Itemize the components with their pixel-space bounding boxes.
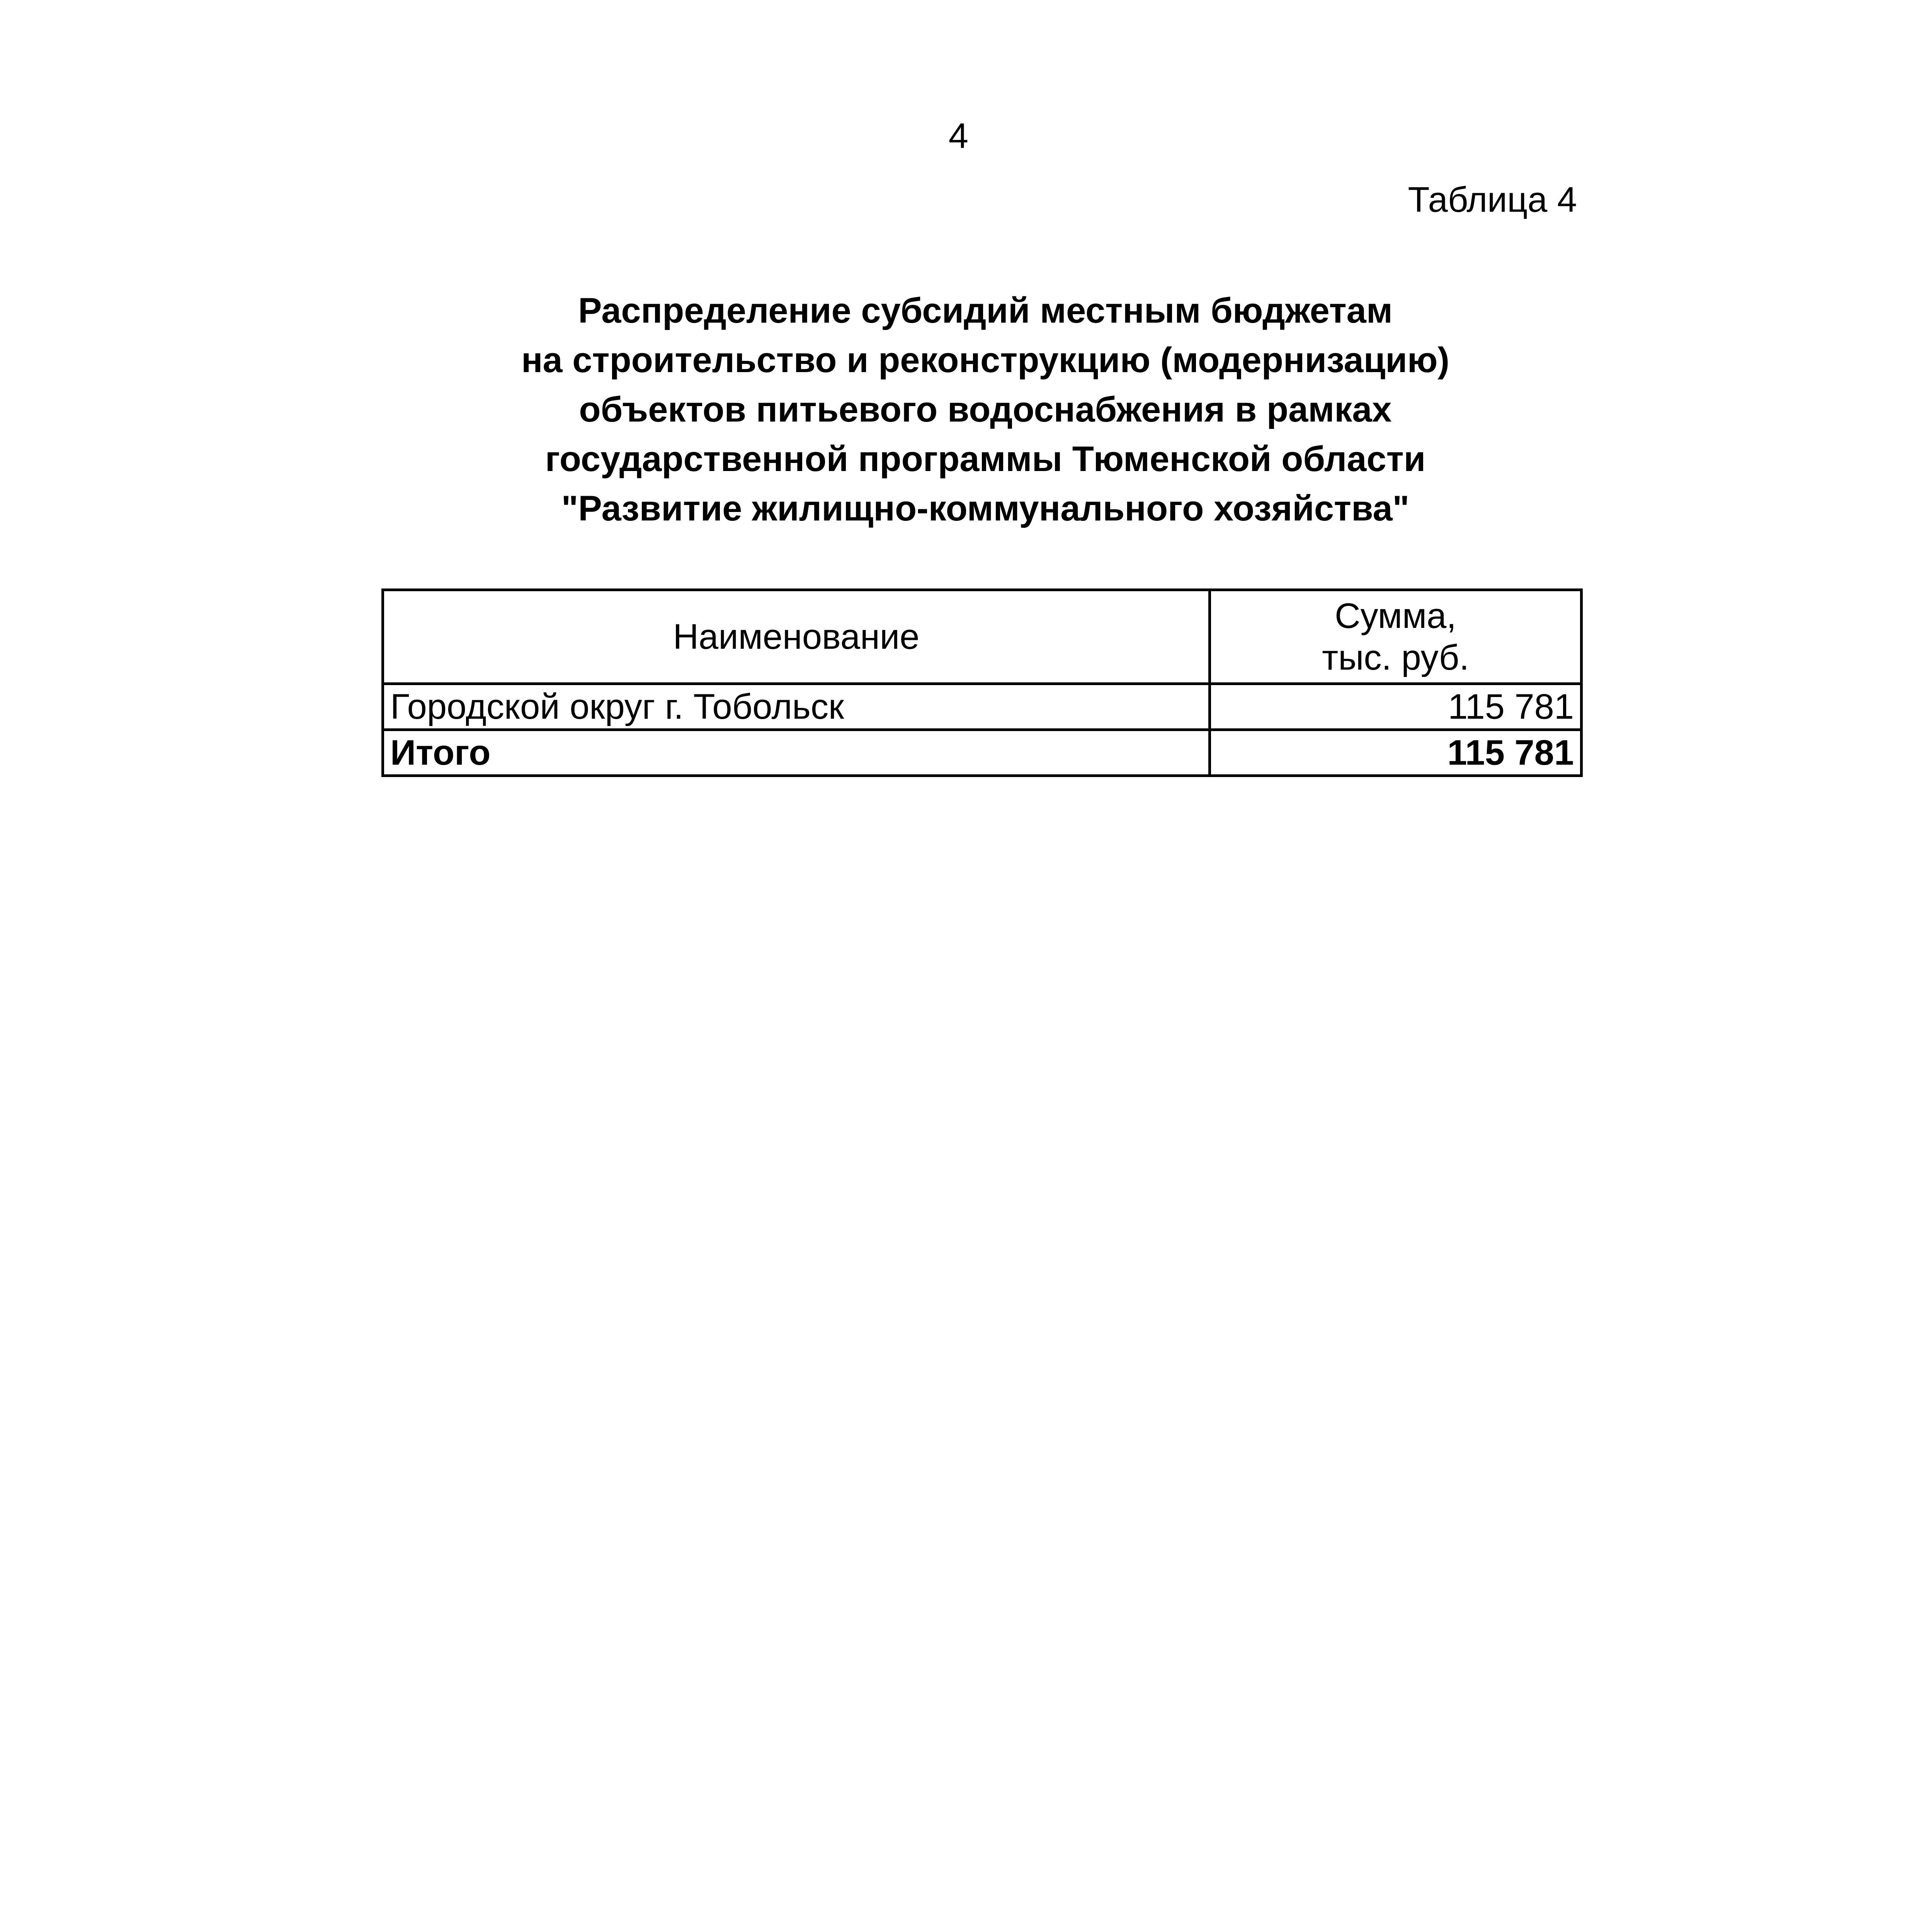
title-line: "Развитие жилищно-коммунального хозяйства" <box>561 489 1410 528</box>
total-sum-cell: 115 781 <box>1210 730 1582 776</box>
table-row <box>383 684 1582 730</box>
row-name-cell: Городской округ г. Тобольск <box>383 684 1210 730</box>
total-name-cell: Итого <box>383 730 1210 776</box>
page-number: 4 <box>948 116 969 156</box>
title-line: государственной программы Тюменской области <box>545 439 1426 479</box>
title-line: на строительство и реконструкцию (модернизацию) <box>521 340 1450 380</box>
header-name: Наименование <box>383 590 1210 684</box>
row-sum-cell: 115 781 <box>1210 684 1582 730</box>
header-sum-line1: Сумма, <box>1335 596 1456 636</box>
subsidy-table <box>381 588 1583 777</box>
table-label: Таблица 4 <box>1408 180 1577 219</box>
document-title <box>379 286 1592 533</box>
header-sum-line2: тыс. руб. <box>1322 638 1469 677</box>
title-line: Распределение субсидий местным бюджетам <box>578 291 1393 330</box>
title-line: объектов питьевого водоснабжения в рамках <box>579 390 1392 429</box>
header-sum <box>1210 590 1582 684</box>
table-header-row <box>383 590 1582 684</box>
table-total-row <box>383 730 1582 776</box>
